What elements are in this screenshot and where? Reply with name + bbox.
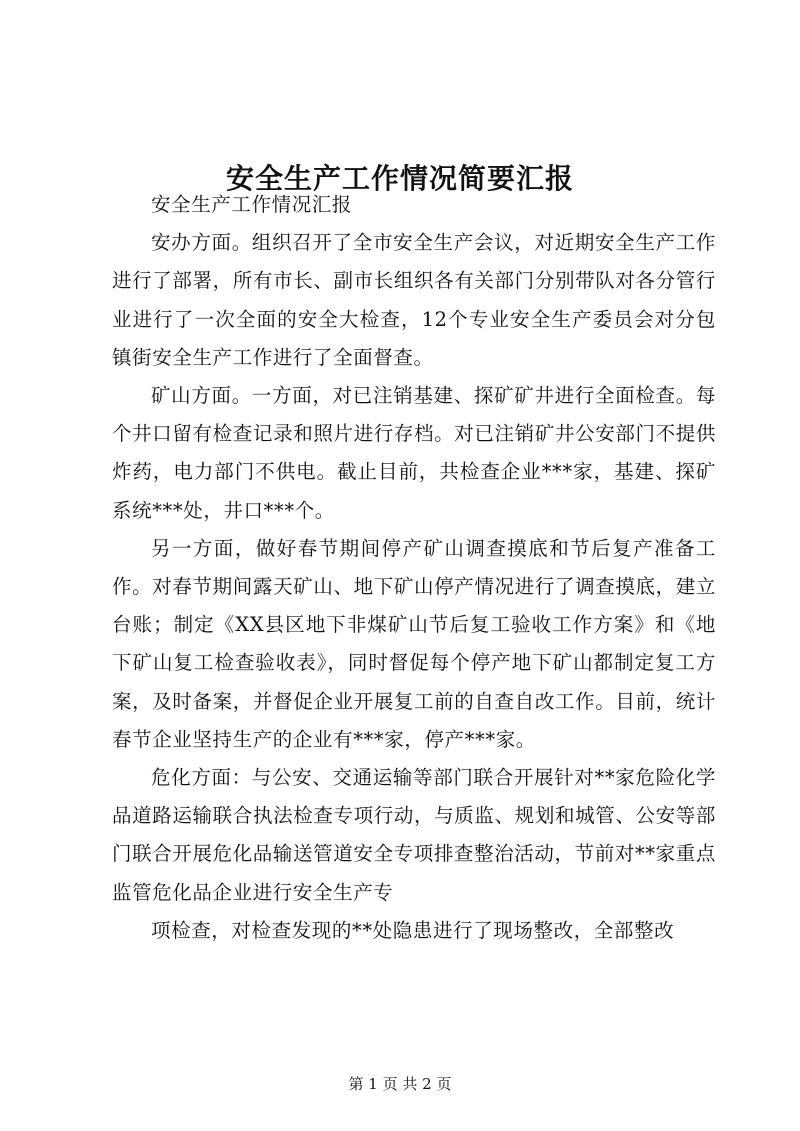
mining-paragraph: 矿山方面。一方面，对已注销基建、探矿矿井进行全面检查。每个井口留有检查记录和照片进行存档。对已注销矿井公安部门不提供炸药，电力部门不供电。截止目前，共检查企业***家，基建、探矿系统***处，井口***个。 — [112, 384, 716, 522]
safety-office-paragraph: 安办方面。组织召开了全市安全生产会议，对近期安全生产工作进行了部署，所有市长、副市长组织各有关部门分别带队对各分管行业进行了一次全面的安全大检查，12个专业安全生产委员会对分包镇街安全生产工作进行了全面督查。 — [112, 231, 716, 369]
document-body — [112, 186, 716, 950]
inspection-rectification-paragraph: 项检查，对检查发现的**处隐患进行了现场整改，全部整改 — [151, 918, 675, 942]
subtitle-paragraph: 安全生产工作情况汇报 — [151, 193, 353, 216]
mining-resumption-paragraph: 另一方面，做好春节期间停产矿山调查摸底和节后复产准备工作。对春节期间露天矿山、地下矿山停产情况进行了调查摸底，建立台账；制定《XX县区地下非煤矿山节后复工验收工作方案》和《地下矿山复工检查验收表》，同时督促每个停产地下矿山都制定复工方案，及时备案，并督促企业开展复工前的自查自改工作。目前，统计春节企业坚持生产的企业有***家，停产***家。 — [112, 536, 716, 751]
page-footer: 第 1 页 共 2 页 — [348, 1075, 452, 1093]
hazardous-chemicals-paragraph: 危化方面：与公安、交通运输等部门联合开展针对**家危险化学品道路运输联合执法检查专项行动，与质监、规划和城管、公安等部门联合开展危化品输送管道安全专项排查整治活动，节前对**家重点监管危化品企业进行安全生产专 — [112, 766, 716, 904]
document-title: 安全生产工作情况简要汇报 — [225, 161, 574, 195]
